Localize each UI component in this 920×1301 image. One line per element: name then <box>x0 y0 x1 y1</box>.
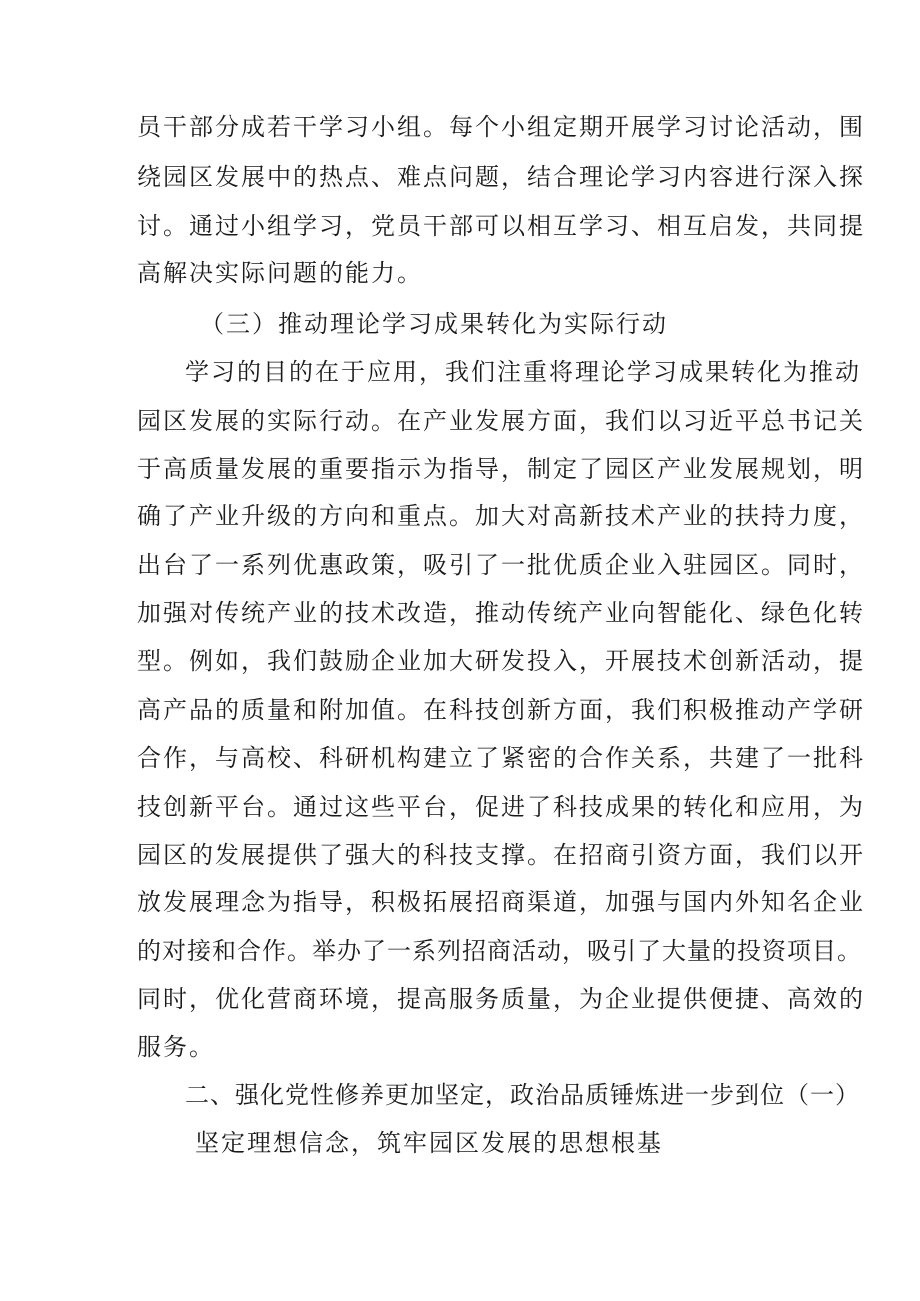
text-line: 园区发展的实际行动。在产业发展方面，我们以习近平总书记关 <box>137 407 865 435</box>
text-line: 同时，优化营商环境，提高服务质量，为企业提供便捷、高效的 <box>137 985 865 1013</box>
text-line: 讨。通过小组学习，党员干部可以相互学习、相互启发，共同提 <box>137 212 865 240</box>
text-line: 的对接和合作。举办了一系列招商活动，吸引了大量的投资项目。 <box>137 937 862 965</box>
text-line: 加强对传统产业的技术改造，推动传统产业向智能化、绿色化转 <box>137 599 865 627</box>
text-line: 高解决实际问题的能力。 <box>137 259 423 287</box>
text-line: 于高质量发展的重要指示为指导，制定了园区产业发展规划，明 <box>137 455 865 483</box>
text-line: 园区的发展提供了强大的科技支撑。在招商引资方面，我们以开 <box>137 841 865 869</box>
text-line: 型。例如，我们鼓励企业加大研发投入，开展技术创新活动，提 <box>137 647 865 675</box>
text-line: 服务。 <box>137 1033 215 1061</box>
text-line: 高产品的质量和附加值。在科技创新方面，我们积极推动产学研 <box>137 696 865 724</box>
text-line: 放发展理念为指导，积极拓展招商渠道，加强与国内外知名企业 <box>137 888 865 916</box>
text-line: 确了产业升级的方向和重点。加大对高新技术产业的扶持力度， <box>137 502 865 530</box>
text-line: 技创新平台。通过这些平台，促进了科技成果的转化和应用，为 <box>137 793 865 821</box>
section-heading: （三）推动理论学习成果转化为实际行动 <box>200 310 668 338</box>
text-line: 合作，与高校、科研机构建立了紧密的合作关系，共建了一批科 <box>137 744 865 772</box>
text-line: 出台了一系列优惠政策，吸引了一批优质企业入驻园区。同时， <box>137 551 865 579</box>
text-line: 学习的目的在于应用，我们注重将理论学习成果转化为推动 <box>185 358 861 386</box>
text-line: 员干部分成若干学习小组。每个小组定期开展学习讨论活动，围 <box>137 113 865 141</box>
section-heading: 坚定理想信念，筑牢园区发展的思想根基 <box>195 1129 663 1157</box>
section-heading: 二、强化党性修养更加坚定，政治品质锤炼进一步到位（一） <box>185 1081 860 1109</box>
text-line: 绕园区发展中的热点、难点问题，结合理论学习内容进行深入探 <box>137 163 865 191</box>
